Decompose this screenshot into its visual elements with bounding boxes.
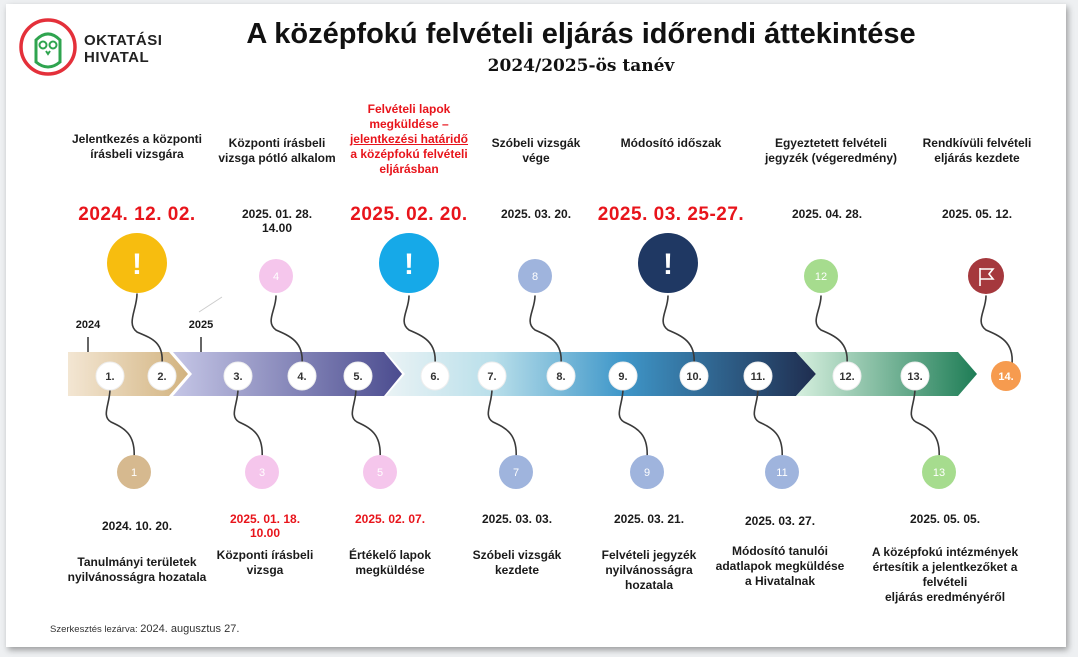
marker-label-5: 5 <box>376 467 384 479</box>
top-event-6-line-1: Egyeztetett felvételi <box>774 136 888 150</box>
step-label-1: 1. <box>105 371 115 383</box>
connector-bottom-5 <box>352 389 380 459</box>
top-event-6-date: 2025. 04. 28. <box>791 207 863 221</box>
marker-label-9: 9 <box>643 467 651 479</box>
step-label-13: 13. <box>907 371 923 383</box>
connector-bottom-9 <box>619 389 647 459</box>
top-event-7-label <box>902 136 1052 166</box>
top-event-2-line-1: Központi írásbeli <box>228 136 326 150</box>
top-event-3-line-1: Felvételi lapok <box>367 102 451 116</box>
logo-line-1: OKTATÁSI <box>84 32 163 49</box>
marker-label-13: 13 <box>932 467 946 479</box>
top-event-7-line-1: Rendkívüli felvételi <box>922 136 1032 150</box>
bottom-event-4-label <box>447 548 587 578</box>
year-label-2025: 2025 <box>188 319 214 331</box>
top-event-1-date: 2024. 12. 02. <box>78 204 196 225</box>
top-event-4-label <box>466 136 606 166</box>
top-event-6-line-2: jegyzék (végeredmény) <box>764 151 898 165</box>
top-event-5-label <box>596 136 746 151</box>
step-label-12: 12. <box>839 371 855 383</box>
bottom-event-1-line-1: Tanulmányi területek <box>77 555 197 569</box>
marker-label-1: 1 <box>130 467 138 479</box>
top-event-1-line-1: Jelentkezés a központi <box>71 132 203 146</box>
bottom-event-5-line-3: hozatala <box>624 578 673 592</box>
marker-label-4: 4 <box>272 271 280 283</box>
alert-icon-1: ! <box>132 248 142 281</box>
bottom-event-1-line-2: nyilvánosságra hozatala <box>67 570 207 584</box>
bottom-event-2-date-line-2: 10.00 <box>249 526 281 540</box>
connector-bottom-3 <box>234 389 262 459</box>
year-label-2024: 2024 <box>75 319 101 331</box>
footer-date: 2024. augusztus 27. <box>140 623 240 635</box>
bottom-event-4-date: 2025. 03. 03. <box>481 512 553 526</box>
bottom-event-5-date: 2025. 03. 21. <box>613 512 685 526</box>
bottom-event-2-label <box>190 548 340 578</box>
bottom-event-7-line-1: A középfokú intézmények <box>871 545 1019 559</box>
bottom-event-2-line-2: vizsga <box>246 563 284 577</box>
footer-note <box>50 623 239 635</box>
step-label-3: 3. <box>233 371 243 383</box>
bottom-event-2-line-1: Központi írásbeli <box>216 548 314 562</box>
step-label-6: 6. <box>430 371 440 383</box>
band-segment-4 <box>796 352 977 396</box>
step-label-10: 10. <box>686 371 702 383</box>
connector-bottom-7 <box>488 389 516 459</box>
top-event-3-line-2: megküldése – <box>369 117 449 131</box>
step-label-11: 11. <box>750 371 766 383</box>
bottom-event-3-label <box>320 548 460 578</box>
bottom-event-4-line-1: Szóbeli vizsgák <box>472 548 562 562</box>
bottom-event-6-label <box>700 544 860 589</box>
marker-label-11: 11 <box>776 467 788 479</box>
connector-bottom-1 <box>106 389 134 459</box>
bottom-event-3-line-1: Értékelő lapok <box>348 548 432 562</box>
bottom-event-2-date-line-1: 2025. 01. 18. <box>229 512 301 526</box>
bottom-event-7-date: 2025. 05. 05. <box>909 512 981 526</box>
top-event-2-line-2: vizsga pótló alkalom <box>218 151 336 165</box>
top-event-3-line-4: a középfokú felvételi <box>350 147 468 161</box>
bottom-event-3-line-2: megküldése <box>355 563 425 577</box>
connector-bottom-13 <box>911 389 939 459</box>
step-label-8: 8. <box>556 371 566 383</box>
logo-line-2: HIVATAL <box>84 49 150 66</box>
top-event-2-date-line-2: 14.00 <box>261 221 293 235</box>
bottom-event-7-line-4: eljárás eredményéről <box>884 590 1006 604</box>
slide <box>6 4 1066 647</box>
top-event-5-line-1: Módosító időszak <box>620 136 722 150</box>
marker-label-7: 7 <box>512 467 520 479</box>
bottom-event-2-date <box>200 512 330 540</box>
step-label-14: 14. <box>998 371 1014 383</box>
bottom-event-6-line-3: a Hivatalnak <box>744 574 816 588</box>
marker-label-8: 8 <box>531 271 539 283</box>
top-event-2-date-line-1: 2025. 01. 28. <box>241 207 313 221</box>
top-event-5-date: 2025. 03. 25-27. <box>597 204 745 225</box>
bottom-event-1-date: 2024. 10. 20. <box>101 519 173 533</box>
marker-label-3: 3 <box>258 467 266 479</box>
bottom-event-3-date: 2025. 02. 07. <box>354 512 426 526</box>
top-event-7-date: 2025. 05. 12. <box>941 207 1013 221</box>
bottom-event-7-line-2: értesítik a jelentkezőket a <box>872 560 1018 574</box>
bottom-event-7-line-3: felvételi <box>922 575 968 589</box>
top-event-4-line-2: vége <box>522 151 550 165</box>
bottom-event-4-line-2: kezdete <box>494 563 540 577</box>
bottom-event-5-line-2: nyilvánosságra <box>605 563 693 577</box>
top-event-4-date: 2025. 03. 20. <box>500 207 572 221</box>
top-event-3-date: 2025. 02. 20. <box>350 204 468 225</box>
bottom-event-6-line-1: Módosító tanulói <box>732 544 828 558</box>
marker-label-12: 12 <box>814 271 828 283</box>
footer-label: Szerkesztés lezárva: <box>50 624 138 635</box>
deadline-link[interactable]: jelentkezési határidő <box>349 132 469 146</box>
top-event-1-line-2: írásbeli vizsgára <box>90 147 184 161</box>
step-label-9: 9. <box>618 371 628 383</box>
bottom-event-5-line-1: Felvételi jegyzék <box>601 548 697 562</box>
step-label-5: 5. <box>353 371 363 383</box>
connector-top-14 <box>981 296 1012 364</box>
top-event-3-line-5: eljárásban <box>379 162 439 176</box>
top-event-4-line-1: Szóbeli vizsgák <box>491 136 581 150</box>
top-event-6-label <box>746 136 916 166</box>
step-label-4: 4. <box>297 371 307 383</box>
page-subtitle: 2024/2025-ös tanév <box>487 56 675 76</box>
step-label-7: 7. <box>487 371 497 383</box>
top-event-2-date <box>212 207 342 235</box>
alert-icon-2: ! <box>404 248 414 281</box>
flag-marker <box>968 258 1004 294</box>
alert-icon-3: ! <box>663 248 673 281</box>
connector-bottom-11 <box>754 389 782 459</box>
bottom-event-6-date: 2025. 03. 27. <box>744 514 816 528</box>
step-label-2: 2. <box>157 371 167 383</box>
top-event-7-line-2: eljárás kezdete <box>934 151 1020 165</box>
page-title: A középfokú felvételi eljárás időrendi áttekintése <box>246 18 916 50</box>
bottom-event-6-line-2: adatlapok megküldése <box>715 559 845 573</box>
bottom-event-7-label <box>855 545 1035 605</box>
year-divider <box>199 297 222 312</box>
